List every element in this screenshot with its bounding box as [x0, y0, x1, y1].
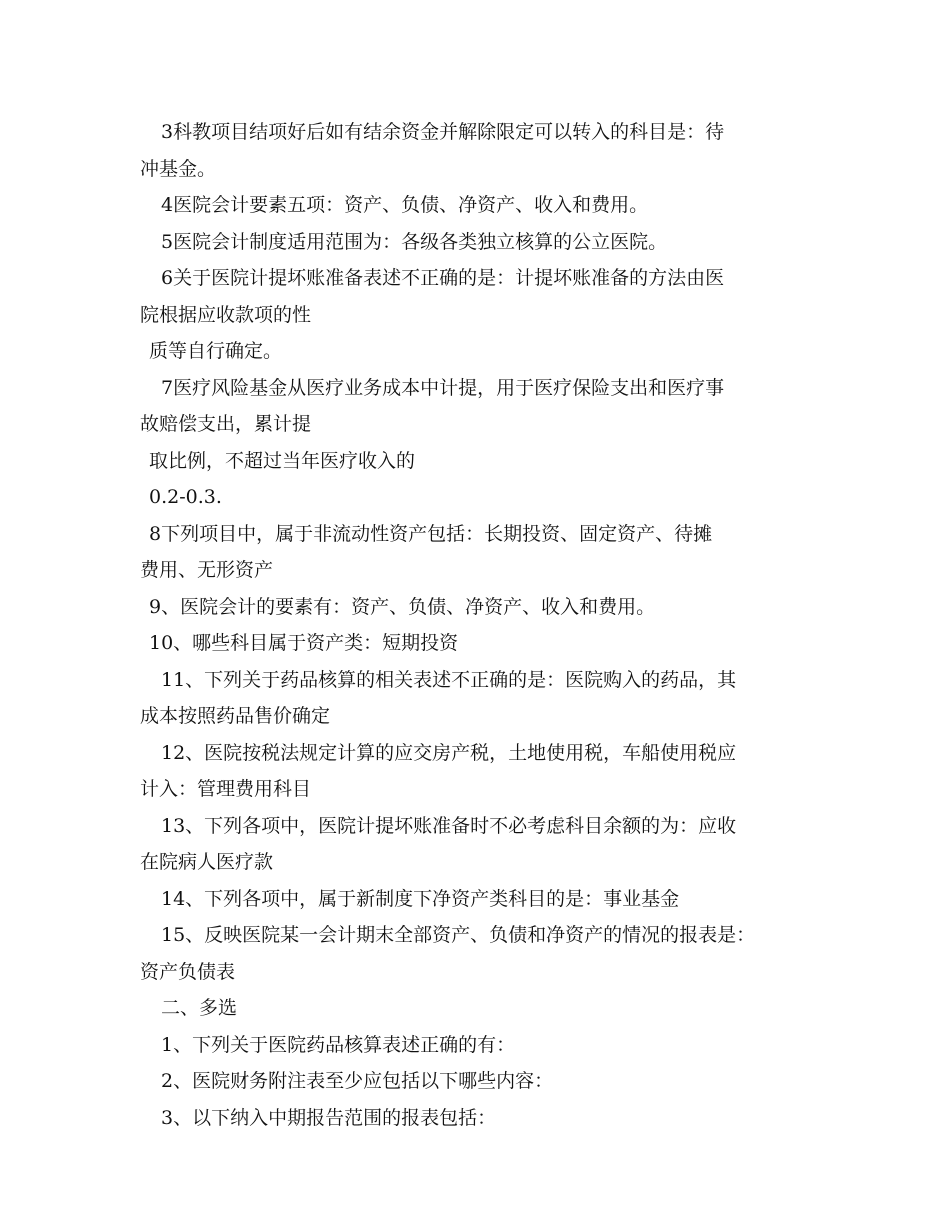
text-line: 质等自行确定。: [149, 340, 283, 362]
text-line: 0.2-0.3.: [149, 486, 222, 508]
text-line: 3科教项目结项好后如有结余资金并解除限定可以转入的科目是：待: [161, 121, 725, 143]
text-line: 10、哪些科目属于资产类：短期投资: [149, 632, 459, 654]
text-line: 资产负债表: [140, 960, 236, 983]
text-line: 1、下列关于医院药品核算表述正确的有：: [161, 1033, 516, 1056]
text-line: 9、医院会计的要素有：资产、负债、净资产、收入和费用。: [149, 595, 656, 618]
text-line: 12、医院按税法规定计算的应交房产税，土地使用税，车船使用税应: [161, 741, 737, 764]
text-line: 计入：管理费用科目: [140, 778, 312, 800]
text-line: 2、医院财务附注表至少应包括以下哪些内容：: [161, 1070, 554, 1092]
text-line: 4医院会计要素五项：资产、负债、净资产、收入和费用。: [161, 194, 649, 216]
text-line: 11、下列关于药品核算的相关表述不正确的是：医院购入的药品，其: [161, 668, 737, 691]
text-line: 取比例，不超过当年医疗收入的: [149, 449, 416, 472]
text-line: 7医疗风险基金从医疗业务成本中计提，用于医疗保险支出和医疗事: [161, 376, 725, 399]
text-line: 在院病人医疗款: [140, 851, 274, 873]
text-line: 6关于医院计提坏账准备表述不正确的是：计提坏账准备的方法由医: [161, 267, 725, 289]
text-line: 5医院会计制度适用范围为：各级各类独立核算的公立医院。: [161, 230, 668, 253]
document-page: [140, 114, 824, 1136]
text-line: 故赔偿支出，累计提: [140, 413, 312, 435]
text-line: 费用、无形资产: [140, 559, 274, 581]
text-line: 14、下列各项中，属于新制度下净资产类科目的是：事业基金: [161, 887, 680, 910]
text-line: 冲基金。: [140, 157, 217, 180]
text-line: 二、多选: [161, 997, 238, 1019]
text-line: 院根据应收款项的性: [140, 303, 312, 326]
text-line: 3、以下纳入中期报告范围的报表包括：: [161, 1106, 497, 1129]
text-line: 15、反映医院某一会计期末全部资产、负债和净资产的情况的报表是：: [161, 924, 756, 946]
text-line: 8下列项目中，属于非流动性资产包括：长期投资、固定资产、待摊: [149, 522, 713, 545]
text-line: 13、下列各项中，医院计提坏账准备时不必考虑科目余额的为：应收: [161, 814, 737, 837]
text-line: 成本按照药品售价确定: [140, 705, 331, 727]
